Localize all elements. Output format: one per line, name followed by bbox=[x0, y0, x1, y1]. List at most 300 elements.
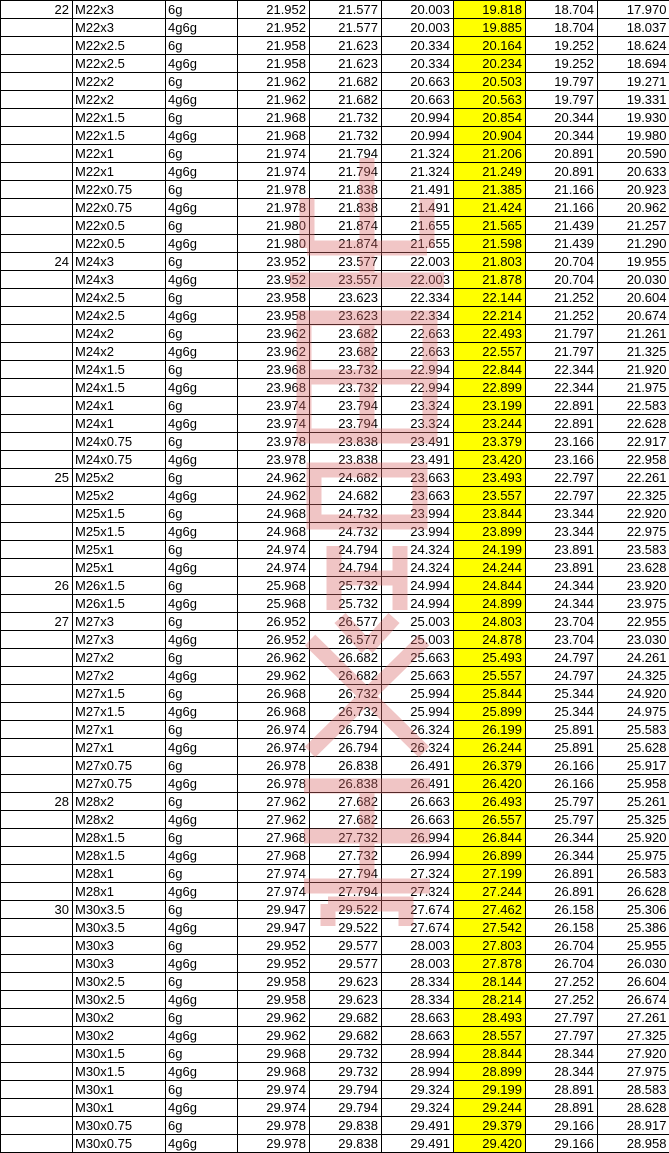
thread-designation-cell: M24x2 bbox=[73, 325, 166, 343]
tolerance-class-cell: 6g bbox=[166, 901, 238, 919]
highlighted-value-cell: 24.803 bbox=[454, 613, 526, 631]
value-cell: 24.968 bbox=[238, 523, 310, 541]
nominal-size-cell bbox=[1, 811, 73, 829]
nominal-size-cell bbox=[1, 1063, 73, 1081]
value-cell: 22.891 bbox=[526, 415, 598, 433]
nominal-size-cell bbox=[1, 559, 73, 577]
highlighted-value-cell: 25.844 bbox=[454, 685, 526, 703]
value-cell: 22.797 bbox=[526, 487, 598, 505]
nominal-size-cell bbox=[1, 631, 73, 649]
value-cell: 24.974 bbox=[238, 559, 310, 577]
highlighted-value-cell: 21.249 bbox=[454, 163, 526, 181]
thread-designation-cell: M22x0.5 bbox=[73, 217, 166, 235]
value-cell: 24.794 bbox=[310, 559, 382, 577]
value-cell: 26.952 bbox=[238, 631, 310, 649]
value-cell: 18.704 bbox=[526, 19, 598, 37]
value-cell: 20.994 bbox=[382, 127, 454, 145]
value-cell: 21.874 bbox=[310, 235, 382, 253]
thread-designation-cell: M30x2 bbox=[73, 1027, 166, 1045]
value-cell: 29.491 bbox=[382, 1117, 454, 1135]
value-cell: 26.674 bbox=[598, 991, 669, 1009]
tolerance-class-cell: 6g bbox=[166, 433, 238, 451]
value-cell: 23.491 bbox=[382, 433, 454, 451]
thread-designation-cell: M26x1.5 bbox=[73, 595, 166, 613]
value-cell: 29.682 bbox=[310, 1027, 382, 1045]
highlighted-value-cell: 28.493 bbox=[454, 1009, 526, 1027]
value-cell: 23.732 bbox=[310, 379, 382, 397]
highlighted-value-cell: 28.214 bbox=[454, 991, 526, 1009]
tolerance-class-cell: 6g bbox=[166, 577, 238, 595]
nominal-size-cell bbox=[1, 991, 73, 1009]
value-cell: 25.891 bbox=[526, 739, 598, 757]
value-cell: 28.917 bbox=[598, 1117, 669, 1135]
value-cell: 17.970 bbox=[598, 1, 669, 19]
table-row bbox=[1, 523, 669, 541]
thread-designation-cell: M30x3 bbox=[73, 955, 166, 973]
table-row bbox=[1, 865, 669, 883]
nominal-size-cell bbox=[1, 541, 73, 559]
value-cell: 21.732 bbox=[310, 127, 382, 145]
thread-designation-cell: M22x1 bbox=[73, 163, 166, 181]
nominal-size-cell bbox=[1, 505, 73, 523]
value-cell: 27.962 bbox=[238, 811, 310, 829]
thread-designation-cell: M24x0.75 bbox=[73, 433, 166, 451]
value-cell: 21.324 bbox=[382, 145, 454, 163]
value-cell: 22.261 bbox=[598, 469, 669, 487]
value-cell: 29.794 bbox=[310, 1081, 382, 1099]
table-row bbox=[1, 559, 669, 577]
highlighted-value-cell: 29.199 bbox=[454, 1081, 526, 1099]
nominal-size-cell bbox=[1, 127, 73, 145]
nominal-size-cell bbox=[1, 181, 73, 199]
value-cell: 26.891 bbox=[526, 883, 598, 901]
value-cell: 18.694 bbox=[598, 55, 669, 73]
value-cell: 24.797 bbox=[526, 667, 598, 685]
value-cell: 27.261 bbox=[598, 1009, 669, 1027]
value-cell: 18.704 bbox=[526, 1, 598, 19]
nominal-size-cell bbox=[1, 397, 73, 415]
value-cell: 23.975 bbox=[598, 595, 669, 613]
value-cell: 22.663 bbox=[382, 325, 454, 343]
thread-designation-cell: M22x2.5 bbox=[73, 55, 166, 73]
thread-designation-cell: M27x1.5 bbox=[73, 685, 166, 703]
nominal-size-cell bbox=[1, 1099, 73, 1117]
table-row bbox=[1, 55, 669, 73]
thread-designation-cell: M30x2 bbox=[73, 1009, 166, 1027]
value-cell: 29.623 bbox=[310, 973, 382, 991]
highlighted-value-cell: 20.503 bbox=[454, 73, 526, 91]
tolerance-class-cell: 6g bbox=[166, 649, 238, 667]
tolerance-class-cell: 6g bbox=[166, 289, 238, 307]
tolerance-class-cell: 6g bbox=[166, 541, 238, 559]
value-cell: 20.003 bbox=[382, 19, 454, 37]
tolerance-class-cell: 4g6g bbox=[166, 595, 238, 613]
tolerance-class-cell: 4g6g bbox=[166, 163, 238, 181]
value-cell: 23.704 bbox=[526, 613, 598, 631]
value-cell: 25.261 bbox=[598, 793, 669, 811]
value-cell: 25.920 bbox=[598, 829, 669, 847]
value-cell: 23.968 bbox=[238, 379, 310, 397]
value-cell: 21.577 bbox=[310, 1, 382, 19]
value-cell: 23.952 bbox=[238, 271, 310, 289]
tolerance-class-cell: 6g bbox=[166, 721, 238, 739]
table-row bbox=[1, 253, 669, 271]
value-cell: 26.978 bbox=[238, 757, 310, 775]
tolerance-class-cell: 6g bbox=[166, 505, 238, 523]
value-cell: 21.797 bbox=[526, 325, 598, 343]
table-row bbox=[1, 595, 669, 613]
highlighted-value-cell: 23.844 bbox=[454, 505, 526, 523]
value-cell: 21.794 bbox=[310, 163, 382, 181]
table-row bbox=[1, 613, 669, 631]
thread-designation-cell: M30x0.75 bbox=[73, 1117, 166, 1135]
value-cell: 25.583 bbox=[598, 721, 669, 739]
thread-designation-cell: M24x0.75 bbox=[73, 451, 166, 469]
value-cell: 29.962 bbox=[238, 1027, 310, 1045]
value-cell: 26.344 bbox=[526, 829, 598, 847]
tolerance-class-cell: 4g6g bbox=[166, 847, 238, 865]
thread-designation-cell: M28x1 bbox=[73, 865, 166, 883]
table-row bbox=[1, 685, 669, 703]
value-cell: 27.674 bbox=[382, 919, 454, 937]
value-cell: 24.962 bbox=[238, 469, 310, 487]
thread-table-body bbox=[1, 1, 669, 1153]
value-cell: 26.994 bbox=[382, 847, 454, 865]
nominal-size-cell bbox=[1, 91, 73, 109]
table-row bbox=[1, 271, 669, 289]
highlighted-value-cell: 28.844 bbox=[454, 1045, 526, 1063]
highlighted-value-cell: 26.557 bbox=[454, 811, 526, 829]
highlighted-value-cell: 21.803 bbox=[454, 253, 526, 271]
value-cell: 26.604 bbox=[598, 973, 669, 991]
nominal-size-cell bbox=[1, 325, 73, 343]
table-row bbox=[1, 847, 669, 865]
value-cell: 27.962 bbox=[238, 793, 310, 811]
highlighted-value-cell: 26.844 bbox=[454, 829, 526, 847]
value-cell: 24.324 bbox=[382, 559, 454, 577]
table-row bbox=[1, 919, 669, 937]
value-cell: 23.557 bbox=[310, 271, 382, 289]
value-cell: 24.994 bbox=[382, 595, 454, 613]
value-cell: 21.166 bbox=[526, 199, 598, 217]
thread-designation-cell: M30x2.5 bbox=[73, 973, 166, 991]
nominal-size-cell bbox=[1, 757, 73, 775]
value-cell: 18.624 bbox=[598, 37, 669, 55]
nominal-size-cell bbox=[1, 1117, 73, 1135]
tolerance-class-cell: 6g bbox=[166, 109, 238, 127]
value-cell: 27.974 bbox=[238, 865, 310, 883]
value-cell: 25.968 bbox=[238, 577, 310, 595]
highlighted-value-cell: 26.493 bbox=[454, 793, 526, 811]
value-cell: 26.974 bbox=[238, 721, 310, 739]
tolerance-class-cell: 4g6g bbox=[166, 235, 238, 253]
tolerance-class-cell: 6g bbox=[166, 1081, 238, 1099]
value-cell: 24.968 bbox=[238, 505, 310, 523]
table-row bbox=[1, 1009, 669, 1027]
thread-designation-cell: M30x0.75 bbox=[73, 1135, 166, 1153]
highlighted-value-cell: 23.557 bbox=[454, 487, 526, 505]
table-row bbox=[1, 1081, 669, 1099]
value-cell: 28.994 bbox=[382, 1045, 454, 1063]
value-cell: 25.732 bbox=[310, 595, 382, 613]
value-cell: 24.975 bbox=[598, 703, 669, 721]
value-cell: 23.891 bbox=[526, 541, 598, 559]
value-cell: 27.682 bbox=[310, 811, 382, 829]
tolerance-class-cell: 4g6g bbox=[166, 271, 238, 289]
thread-designation-cell: M30x1 bbox=[73, 1081, 166, 1099]
value-cell: 19.252 bbox=[526, 55, 598, 73]
thread-designation-cell: M22x1.5 bbox=[73, 127, 166, 145]
value-cell: 27.252 bbox=[526, 991, 598, 1009]
highlighted-value-cell: 20.854 bbox=[454, 109, 526, 127]
value-cell: 29.968 bbox=[238, 1063, 310, 1081]
value-cell: 23.628 bbox=[598, 559, 669, 577]
highlighted-value-cell: 27.803 bbox=[454, 937, 526, 955]
highlighted-value-cell: 26.899 bbox=[454, 847, 526, 865]
value-cell: 27.968 bbox=[238, 847, 310, 865]
nominal-size-cell: 30 bbox=[1, 901, 73, 919]
value-cell: 23.682 bbox=[310, 343, 382, 361]
highlighted-value-cell: 22.144 bbox=[454, 289, 526, 307]
nominal-size-cell bbox=[1, 217, 73, 235]
value-cell: 29.577 bbox=[310, 955, 382, 973]
table-row bbox=[1, 793, 669, 811]
value-cell: 22.583 bbox=[598, 397, 669, 415]
value-cell: 20.891 bbox=[526, 145, 598, 163]
value-cell: 27.797 bbox=[526, 1027, 598, 1045]
value-cell: 22.325 bbox=[598, 487, 669, 505]
nominal-size-cell bbox=[1, 1045, 73, 1063]
table-row bbox=[1, 361, 669, 379]
nominal-size-cell bbox=[1, 37, 73, 55]
value-cell: 22.003 bbox=[382, 253, 454, 271]
value-cell: 27.732 bbox=[310, 829, 382, 847]
tolerance-class-cell: 4g6g bbox=[166, 919, 238, 937]
thread-designation-cell: M24x1.5 bbox=[73, 361, 166, 379]
value-cell: 21.974 bbox=[238, 145, 310, 163]
thread-designation-cell: M25x1 bbox=[73, 559, 166, 577]
value-cell: 26.158 bbox=[526, 919, 598, 937]
value-cell: 21.655 bbox=[382, 217, 454, 235]
tolerance-class-cell: 6g bbox=[166, 217, 238, 235]
highlighted-value-cell: 26.420 bbox=[454, 775, 526, 793]
tolerance-class-cell: 4g6g bbox=[166, 811, 238, 829]
value-cell: 29.324 bbox=[382, 1081, 454, 1099]
value-cell: 29.952 bbox=[238, 955, 310, 973]
value-cell: 29.952 bbox=[238, 937, 310, 955]
tolerance-class-cell: 4g6g bbox=[166, 451, 238, 469]
table-row bbox=[1, 1117, 669, 1135]
highlighted-value-cell: 25.899 bbox=[454, 703, 526, 721]
table-row bbox=[1, 1045, 669, 1063]
thread-designation-cell: M27x1.5 bbox=[73, 703, 166, 721]
value-cell: 23.682 bbox=[310, 325, 382, 343]
value-cell: 20.003 bbox=[382, 1, 454, 19]
nominal-size-cell bbox=[1, 343, 73, 361]
value-cell: 26.583 bbox=[598, 865, 669, 883]
tolerance-class-cell: 4g6g bbox=[166, 955, 238, 973]
value-cell: 26.732 bbox=[310, 685, 382, 703]
nominal-size-cell bbox=[1, 235, 73, 253]
value-cell: 25.663 bbox=[382, 667, 454, 685]
tolerance-class-cell: 4g6g bbox=[166, 775, 238, 793]
value-cell: 29.522 bbox=[310, 919, 382, 937]
value-cell: 21.623 bbox=[310, 55, 382, 73]
value-cell: 19.980 bbox=[598, 127, 669, 145]
value-cell: 25.955 bbox=[598, 937, 669, 955]
value-cell: 21.968 bbox=[238, 127, 310, 145]
table-row bbox=[1, 577, 669, 595]
value-cell: 28.344 bbox=[526, 1045, 598, 1063]
highlighted-value-cell: 27.878 bbox=[454, 955, 526, 973]
value-cell: 29.794 bbox=[310, 1099, 382, 1117]
highlighted-value-cell: 22.493 bbox=[454, 325, 526, 343]
table-row bbox=[1, 325, 669, 343]
value-cell: 23.663 bbox=[382, 487, 454, 505]
highlighted-value-cell: 26.199 bbox=[454, 721, 526, 739]
value-cell: 22.917 bbox=[598, 433, 669, 451]
nominal-size-cell bbox=[1, 685, 73, 703]
value-cell: 24.994 bbox=[382, 577, 454, 595]
table-row bbox=[1, 757, 669, 775]
highlighted-value-cell: 21.565 bbox=[454, 217, 526, 235]
value-cell: 27.682 bbox=[310, 793, 382, 811]
value-cell: 22.994 bbox=[382, 361, 454, 379]
value-cell: 23.166 bbox=[526, 433, 598, 451]
value-cell: 21.962 bbox=[238, 73, 310, 91]
tolerance-class-cell: 6g bbox=[166, 325, 238, 343]
thread-designation-cell: M24x1.5 bbox=[73, 379, 166, 397]
table-row bbox=[1, 235, 669, 253]
thread-designation-cell: M30x3 bbox=[73, 937, 166, 955]
highlighted-value-cell: 23.493 bbox=[454, 469, 526, 487]
table-row bbox=[1, 163, 669, 181]
value-cell: 21.838 bbox=[310, 181, 382, 199]
value-cell: 22.344 bbox=[526, 379, 598, 397]
value-cell: 29.682 bbox=[310, 1009, 382, 1027]
table-row bbox=[1, 829, 669, 847]
highlighted-value-cell: 23.244 bbox=[454, 415, 526, 433]
value-cell: 28.891 bbox=[526, 1081, 598, 1099]
value-cell: 29.978 bbox=[238, 1135, 310, 1153]
highlighted-value-cell: 23.379 bbox=[454, 433, 526, 451]
value-cell: 24.797 bbox=[526, 649, 598, 667]
value-cell: 24.325 bbox=[598, 667, 669, 685]
thread-designation-cell: M22x0.75 bbox=[73, 181, 166, 199]
value-cell: 21.838 bbox=[310, 199, 382, 217]
highlighted-value-cell: 21.878 bbox=[454, 271, 526, 289]
thread-designation-cell: M27x2 bbox=[73, 667, 166, 685]
value-cell: 26.794 bbox=[310, 739, 382, 757]
value-cell: 20.334 bbox=[382, 55, 454, 73]
thread-designation-cell: M27x3 bbox=[73, 613, 166, 631]
value-cell: 23.324 bbox=[382, 397, 454, 415]
table-row bbox=[1, 991, 669, 1009]
tolerance-class-cell: 4g6g bbox=[166, 1135, 238, 1153]
nominal-size-cell bbox=[1, 55, 73, 73]
value-cell: 26.324 bbox=[382, 739, 454, 757]
value-cell: 27.974 bbox=[238, 883, 310, 901]
value-cell: 29.958 bbox=[238, 991, 310, 1009]
highlighted-value-cell: 24.899 bbox=[454, 595, 526, 613]
value-cell: 22.344 bbox=[526, 361, 598, 379]
value-cell: 21.978 bbox=[238, 181, 310, 199]
value-cell: 22.663 bbox=[382, 343, 454, 361]
table-row bbox=[1, 469, 669, 487]
value-cell: 19.271 bbox=[598, 73, 669, 91]
tolerance-class-cell: 6g bbox=[166, 865, 238, 883]
value-cell: 25.344 bbox=[526, 703, 598, 721]
thread-designation-cell: M27x3 bbox=[73, 631, 166, 649]
value-cell: 23.968 bbox=[238, 361, 310, 379]
value-cell: 21.252 bbox=[526, 307, 598, 325]
thread-designation-cell: M28x1.5 bbox=[73, 847, 166, 865]
tolerance-class-cell: 4g6g bbox=[166, 1063, 238, 1081]
value-cell: 24.324 bbox=[382, 541, 454, 559]
value-cell: 24.920 bbox=[598, 685, 669, 703]
value-cell: 23.663 bbox=[382, 469, 454, 487]
value-cell: 21.439 bbox=[526, 235, 598, 253]
value-cell: 26.663 bbox=[382, 793, 454, 811]
value-cell: 28.334 bbox=[382, 973, 454, 991]
nominal-size-cell bbox=[1, 739, 73, 757]
tolerance-class-cell: 4g6g bbox=[166, 127, 238, 145]
thread-designation-cell: M22x0.75 bbox=[73, 199, 166, 217]
value-cell: 25.917 bbox=[598, 757, 669, 775]
value-cell: 21.975 bbox=[598, 379, 669, 397]
table-row bbox=[1, 631, 669, 649]
thread-designation-cell: M25x1 bbox=[73, 541, 166, 559]
tolerance-class-cell: 6g bbox=[166, 469, 238, 487]
value-cell: 26.994 bbox=[382, 829, 454, 847]
value-cell: 21.732 bbox=[310, 109, 382, 127]
value-cell: 28.663 bbox=[382, 1027, 454, 1045]
value-cell: 25.797 bbox=[526, 793, 598, 811]
value-cell: 23.838 bbox=[310, 451, 382, 469]
value-cell: 29.968 bbox=[238, 1045, 310, 1063]
nominal-size-cell bbox=[1, 379, 73, 397]
table-row bbox=[1, 379, 669, 397]
value-cell: 21.491 bbox=[382, 199, 454, 217]
table-row bbox=[1, 1135, 669, 1153]
value-cell: 25.003 bbox=[382, 613, 454, 631]
nominal-size-cell: 28 bbox=[1, 793, 73, 811]
thread-designation-cell: M24x2 bbox=[73, 343, 166, 361]
value-cell: 25.968 bbox=[238, 595, 310, 613]
value-cell: 26.577 bbox=[310, 631, 382, 649]
nominal-size-cell bbox=[1, 937, 73, 955]
table-row bbox=[1, 127, 669, 145]
value-cell: 27.325 bbox=[598, 1027, 669, 1045]
value-cell: 26.158 bbox=[526, 901, 598, 919]
value-cell: 23.794 bbox=[310, 415, 382, 433]
highlighted-value-cell: 24.244 bbox=[454, 559, 526, 577]
tolerance-class-cell: 4g6g bbox=[166, 55, 238, 73]
value-cell: 21.952 bbox=[238, 19, 310, 37]
nominal-size-cell bbox=[1, 271, 73, 289]
value-cell: 24.344 bbox=[526, 577, 598, 595]
thread-designation-cell: M28x2 bbox=[73, 811, 166, 829]
tolerance-class-cell: 6g bbox=[166, 397, 238, 415]
value-cell: 20.344 bbox=[526, 127, 598, 145]
value-cell: 26.324 bbox=[382, 721, 454, 739]
value-cell: 26.704 bbox=[526, 937, 598, 955]
value-cell: 21.252 bbox=[526, 289, 598, 307]
nominal-size-cell bbox=[1, 973, 73, 991]
highlighted-value-cell: 28.899 bbox=[454, 1063, 526, 1081]
value-cell: 27.975 bbox=[598, 1063, 669, 1081]
thread-designation-cell: M22x3 bbox=[73, 1, 166, 19]
